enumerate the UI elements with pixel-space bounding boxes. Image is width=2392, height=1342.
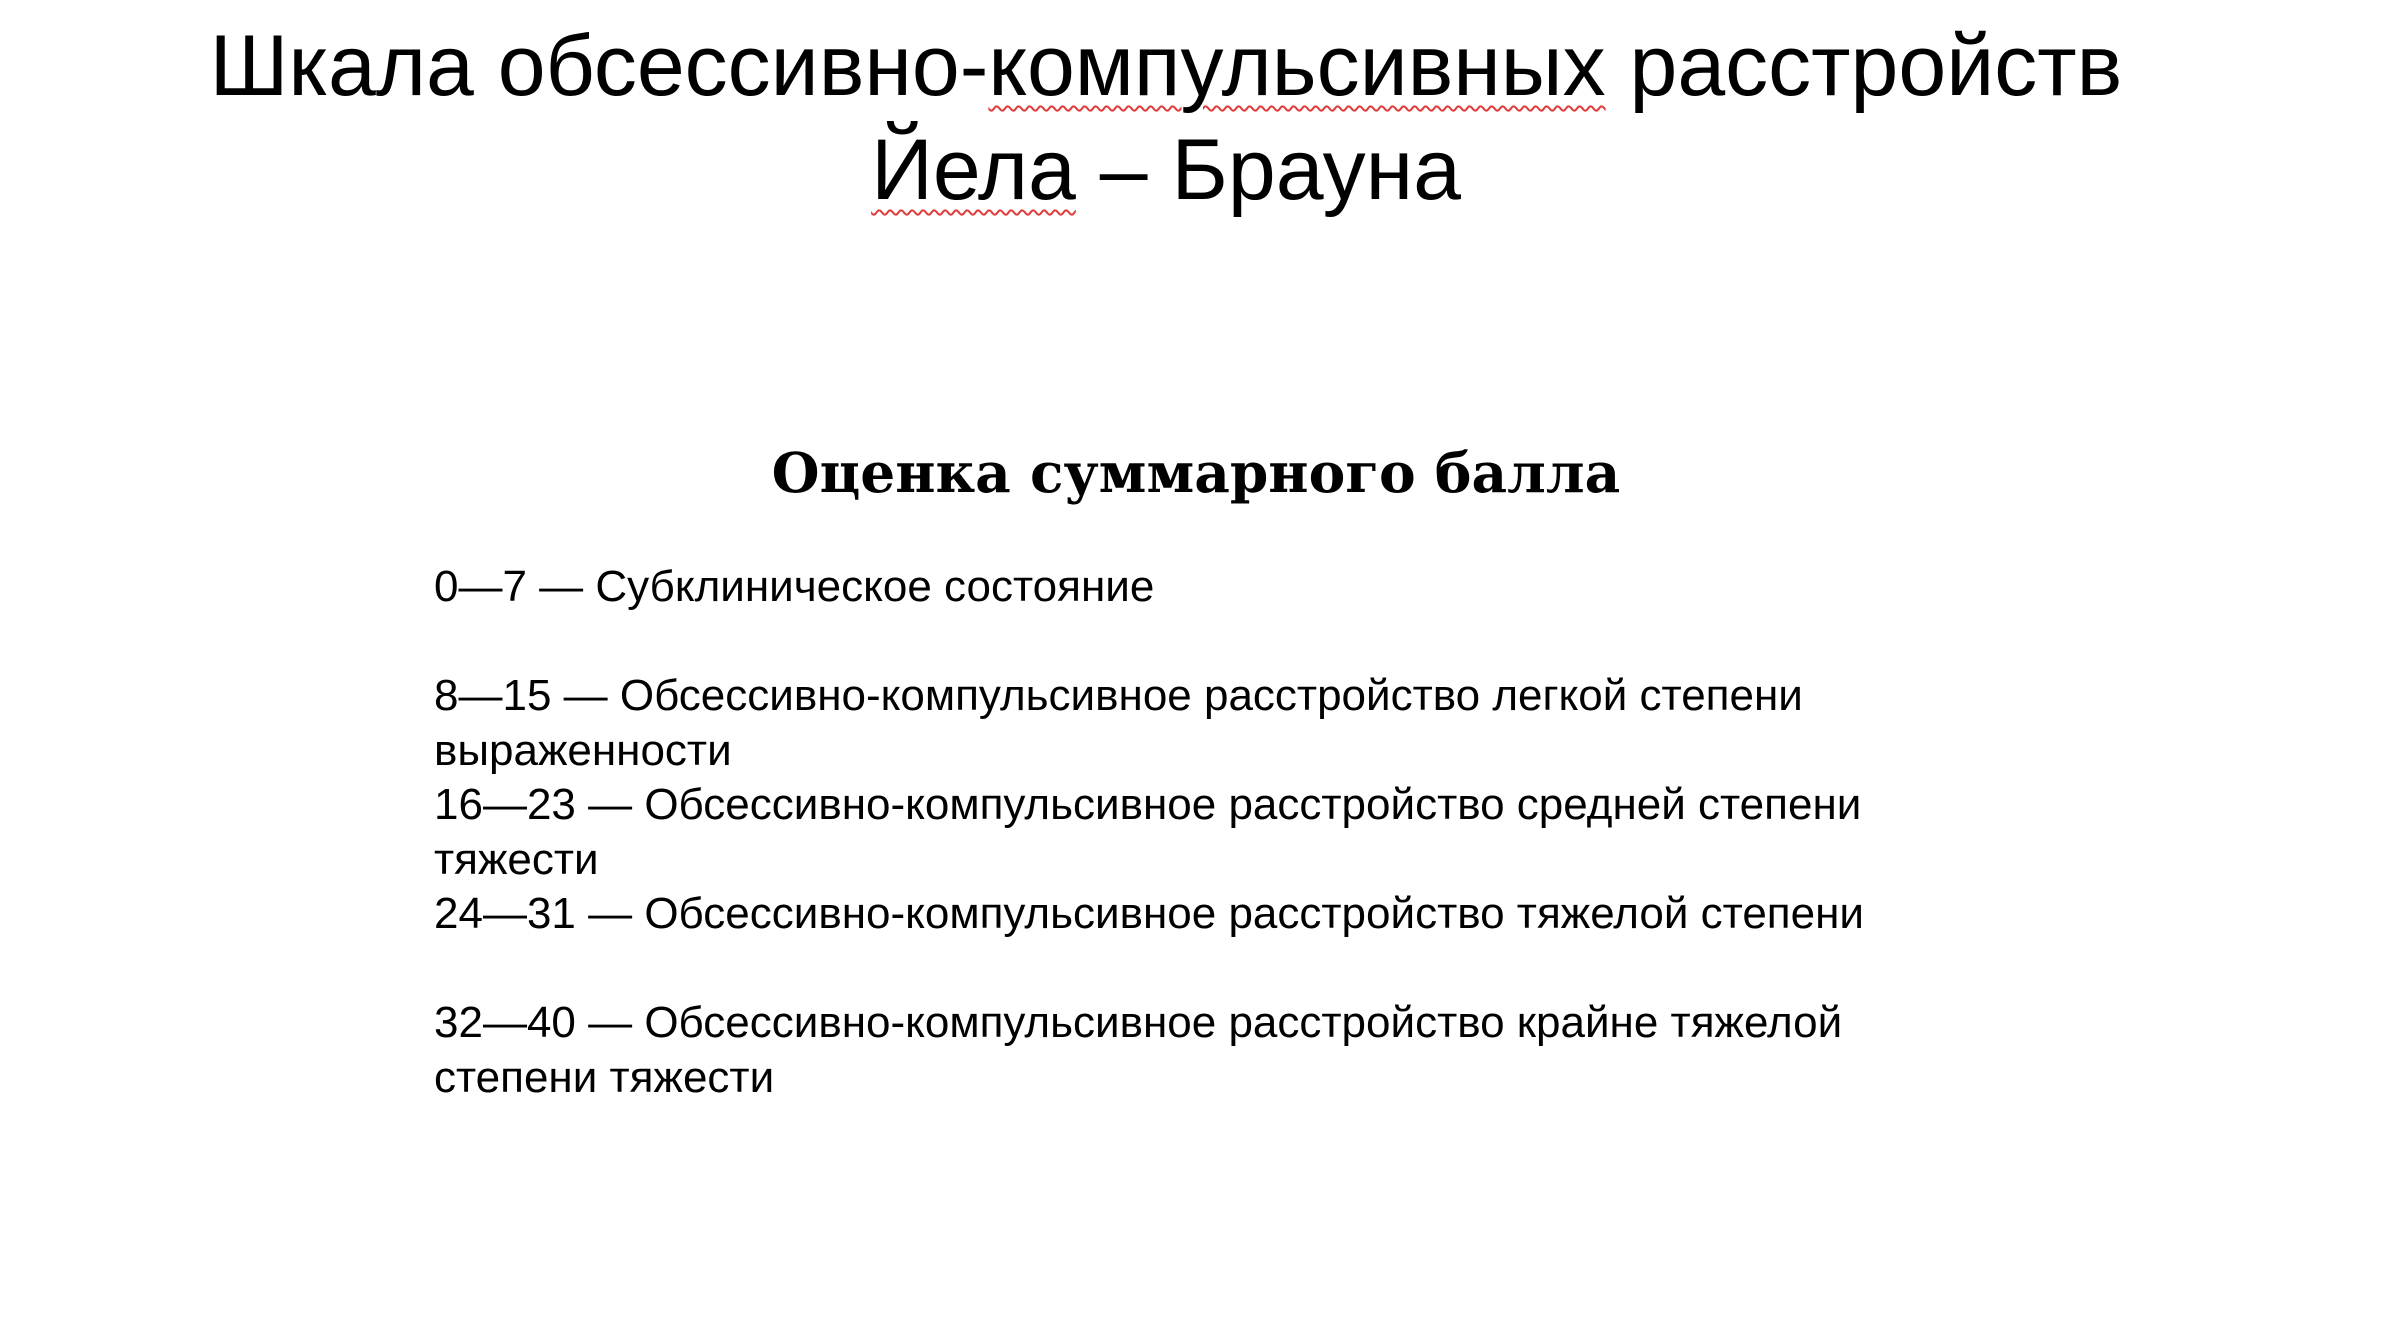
list-spacer	[434, 615, 1994, 670]
score-item-extreme: 32—40 — Обсессивно-компульсивное расстройство крайне тяжелой степени тяжести	[434, 998, 1843, 1102]
title-misspelled-word-2: Йела	[871, 122, 1076, 218]
score-item-severe: 24—31 — Обсессивно-компульсивное расстройство тяжелой степени	[434, 889, 1864, 938]
score-item-moderate: 16—23 — Обсессивно-компульсивное расстройство средней степени тяжести	[434, 780, 1862, 884]
title-part-3: – Брауна	[1075, 122, 1461, 218]
title-misspelled-word-1: компульсивных	[988, 18, 1606, 114]
title-part-2: расстройств	[1605, 18, 2123, 114]
score-heading: Оценка суммарного балла	[771, 440, 1621, 505]
score-item-mild: 8—15 — Обсессивно-компульсивное расстройство легкой степени выраженности	[434, 671, 1803, 775]
slide-title	[60, 14, 2272, 222]
title-part-1: Шкала обсессивно-	[209, 18, 989, 114]
score-list	[434, 560, 1994, 1105]
score-item-subclinical: 0—7 — Субклиническое состояние	[434, 562, 1155, 611]
list-spacer	[434, 942, 1994, 997]
